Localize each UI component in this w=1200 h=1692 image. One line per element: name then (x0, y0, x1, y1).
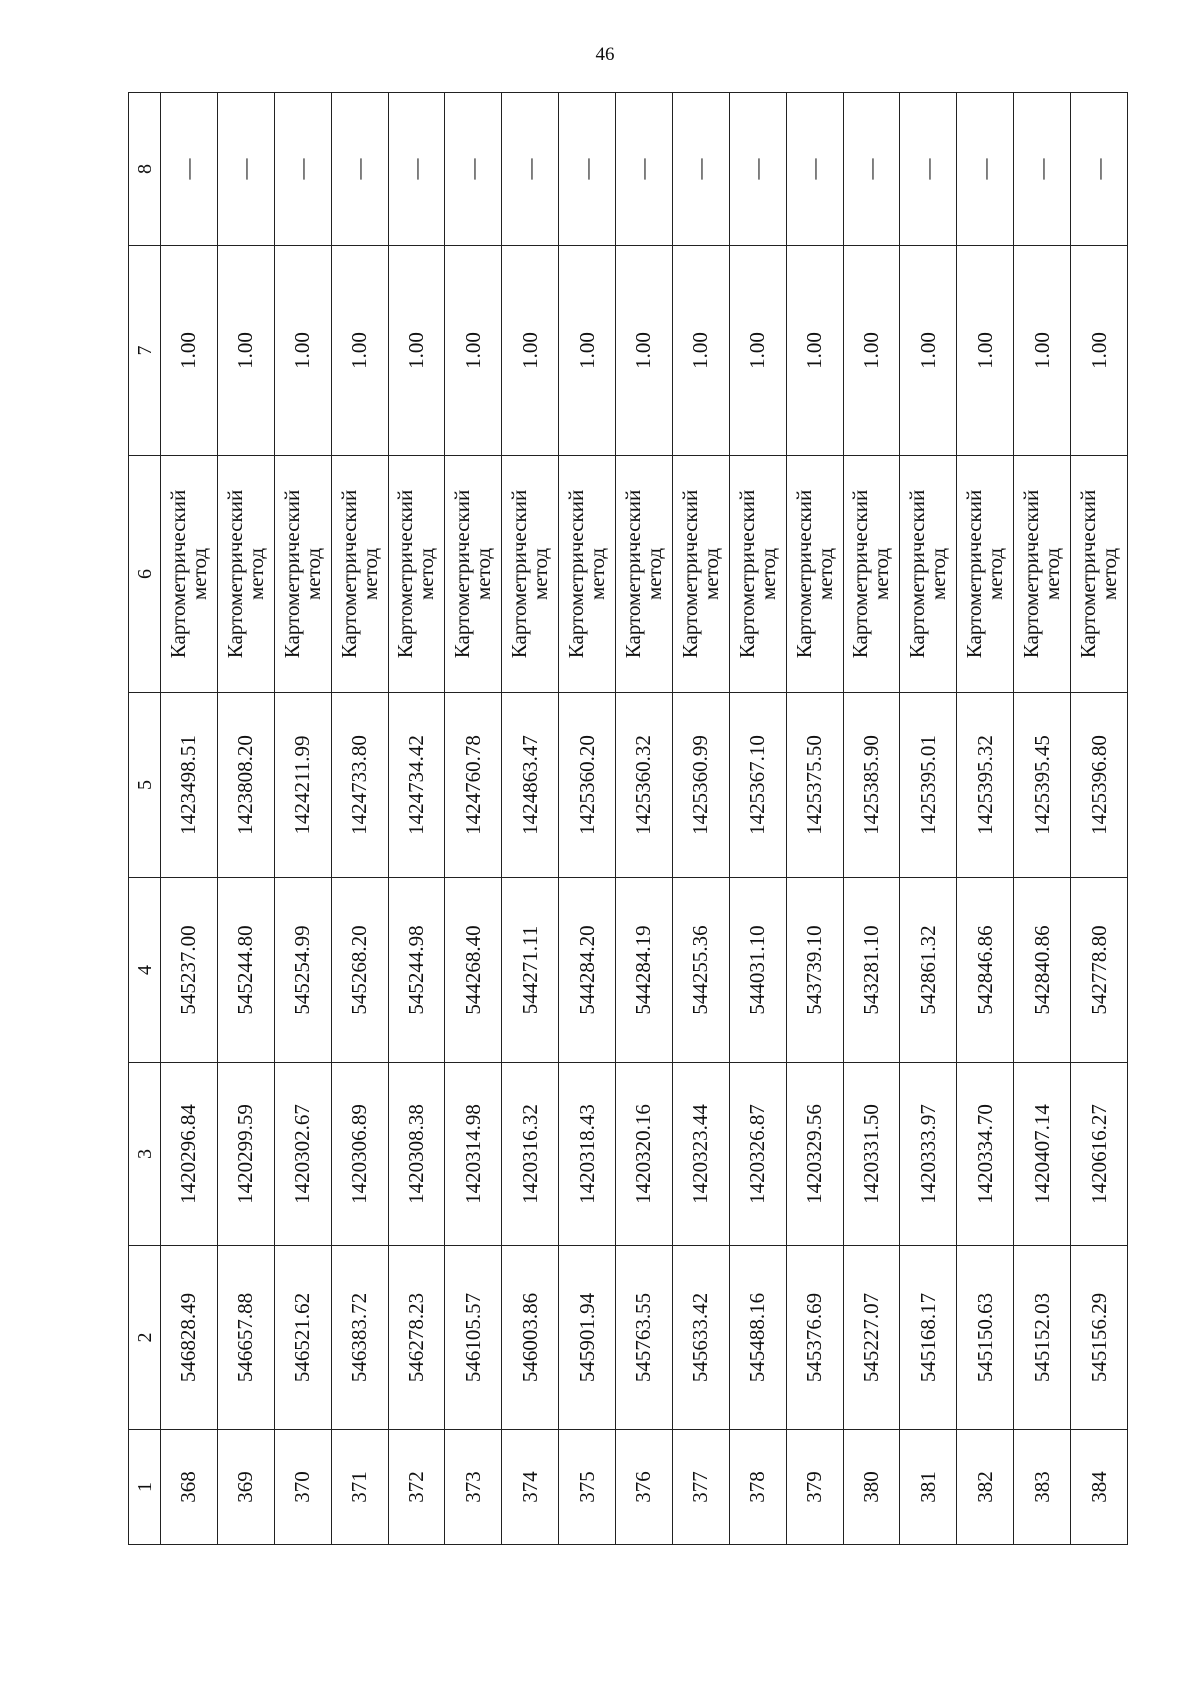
table-row (1071, 93, 1128, 1545)
accuracy-cell: 1.00 (331, 246, 388, 456)
y-coordinate-cell: 1425396.80 (1071, 693, 1128, 878)
method-label-line2: метод (983, 547, 1008, 601)
y-coordinate-cell: 1425395.01 (900, 693, 957, 878)
header-cell: 5 (129, 693, 161, 878)
x-coordinate-cell: 544268.40 (445, 878, 502, 1063)
y-coordinate-cell: 1420329.56 (786, 1063, 843, 1246)
x-coordinate-cell: 546105.57 (445, 1246, 502, 1430)
table-row (1014, 93, 1071, 1545)
point-number-cell: 383 (1014, 1430, 1071, 1545)
note-cell: — (445, 93, 502, 246)
accuracy-cell: 1.00 (161, 246, 218, 456)
x-coordinate-cell: 545254.99 (274, 878, 331, 1063)
x-coordinate-cell: 545633.42 (672, 1246, 729, 1430)
method-label-line1: Картометрический (279, 489, 304, 659)
method-cell (559, 456, 616, 693)
point-number-cell: 374 (502, 1430, 559, 1545)
note-cell: — (672, 93, 729, 246)
method-label-line2: метод (1097, 547, 1121, 601)
method-label-line1: Картометрический (1076, 489, 1100, 659)
point-number-cell: 380 (843, 1430, 900, 1545)
method-cell (331, 456, 388, 693)
table-body (161, 93, 1128, 1545)
x-coordinate-cell: 544255.36 (672, 878, 729, 1063)
accuracy-cell: 1.00 (559, 246, 616, 456)
accuracy-cell: 1.00 (502, 246, 559, 456)
y-coordinate-cell: 1420407.14 (1014, 1063, 1071, 1246)
method-label-line1: Картометрический (962, 489, 987, 659)
x-coordinate-cell: 545150.63 (957, 1246, 1014, 1430)
y-coordinate-cell: 1420334.70 (957, 1063, 1014, 1246)
method-cell (502, 456, 559, 693)
note-cell: — (786, 93, 843, 246)
method-label-line1: Картометрический (393, 489, 418, 659)
header-cell: 1 (129, 1430, 161, 1545)
method-label-line1: Картометрический (450, 489, 475, 659)
table-row (274, 93, 331, 1545)
y-coordinate-cell: 1420616.27 (1071, 1063, 1128, 1246)
method-label-line2: метод (812, 547, 837, 601)
y-coordinate-cell: 1420316.32 (502, 1063, 559, 1246)
y-coordinate-cell: 1425367.10 (729, 693, 786, 878)
method-label-line2: метод (585, 547, 610, 601)
x-coordinate-cell: 542846.86 (957, 878, 1014, 1063)
x-coordinate-cell: 545156.29 (1071, 1246, 1128, 1430)
table-row (786, 93, 843, 1545)
y-coordinate-cell: 1424733.80 (331, 693, 388, 878)
table-row (616, 93, 673, 1545)
y-coordinate-cell: 1425385.90 (843, 693, 900, 878)
table-row (672, 93, 729, 1545)
x-coordinate-cell: 546383.72 (331, 1246, 388, 1430)
y-coordinate-cell: 1420296.84 (161, 1063, 218, 1246)
header-cell: 6 (129, 456, 161, 693)
y-coordinate-cell: 1420302.67 (274, 1063, 331, 1246)
x-coordinate-cell: 545227.07 (843, 1246, 900, 1430)
point-number-cell: 373 (445, 1430, 502, 1545)
x-coordinate-cell: 542778.80 (1071, 878, 1128, 1063)
method-cell (672, 456, 729, 693)
page-number: 46 (595, 44, 615, 65)
method-cell (161, 456, 218, 693)
accuracy-cell: 1.00 (1014, 246, 1071, 456)
method-label-line1: Картометрический (848, 489, 873, 659)
note-cell: — (729, 93, 786, 246)
table-row (388, 93, 445, 1545)
note-cell: — (559, 93, 616, 246)
method-label-line2: метод (926, 547, 951, 601)
table-row (502, 93, 559, 1545)
coordinates-table (128, 92, 1128, 1545)
y-coordinate-cell: 1424211.99 (274, 693, 331, 878)
note-cell: — (843, 93, 900, 246)
accuracy-cell: 1.00 (843, 246, 900, 456)
x-coordinate-cell: 545152.03 (1014, 1246, 1071, 1430)
method-cell (786, 456, 843, 693)
table-row (729, 93, 786, 1545)
method-label-line1: Картометрический (222, 489, 247, 659)
point-number-cell: 375 (559, 1430, 616, 1545)
x-coordinate-cell: 542840.86 (1014, 878, 1071, 1063)
y-coordinate-cell: 1420333.97 (900, 1063, 957, 1246)
header-cell: 2 (129, 1246, 161, 1430)
table-row (843, 93, 900, 1545)
y-coordinate-cell: 1420323.44 (672, 1063, 729, 1246)
header-cell: 3 (129, 1063, 161, 1246)
method-label-line1: Картометрический (734, 489, 759, 659)
point-number-cell: 376 (616, 1430, 673, 1545)
x-coordinate-cell: 545237.00 (161, 878, 218, 1063)
x-coordinate-cell: 546521.62 (274, 1246, 331, 1430)
point-number-cell: 381 (900, 1430, 957, 1545)
x-coordinate-cell: 546003.86 (502, 1246, 559, 1430)
method-cell (843, 456, 900, 693)
method-label-line2: метод (528, 547, 553, 601)
x-coordinate-cell: 546278.23 (388, 1246, 445, 1430)
method-label-line2: метод (1040, 547, 1065, 601)
x-coordinate-cell: 544284.19 (616, 878, 673, 1063)
point-number-cell: 384 (1071, 1430, 1128, 1545)
method-label-line1: Картометрический (1019, 489, 1044, 659)
x-coordinate-cell: 545488.16 (729, 1246, 786, 1430)
rotated-table-wrapper (128, 93, 1128, 1545)
accuracy-cell: 1.00 (729, 246, 786, 456)
method-label-line2: метод (243, 547, 268, 601)
table-row (957, 93, 1014, 1545)
note-cell: — (388, 93, 445, 246)
x-coordinate-cell: 545268.20 (331, 878, 388, 1063)
y-coordinate-cell: 1420308.38 (388, 1063, 445, 1246)
y-coordinate-cell: 1425360.99 (672, 693, 729, 878)
x-coordinate-cell: 546657.88 (217, 1246, 274, 1430)
x-coordinate-cell: 545901.94 (559, 1246, 616, 1430)
y-coordinate-cell: 1424734.42 (388, 693, 445, 878)
y-coordinate-cell: 1424863.47 (502, 693, 559, 878)
note-cell: — (900, 93, 957, 246)
method-label-line1: Картометрический (677, 489, 702, 659)
table-row (331, 93, 388, 1545)
accuracy-cell: 1.00 (616, 246, 673, 456)
note-cell: — (502, 93, 559, 246)
y-coordinate-cell: 1420320.16 (616, 1063, 673, 1246)
x-coordinate-cell: 544284.20 (559, 878, 616, 1063)
x-coordinate-cell: 545244.98 (388, 878, 445, 1063)
method-label-line2: метод (471, 547, 496, 601)
x-coordinate-cell: 544271.11 (502, 878, 559, 1063)
header-cell: 8 (129, 93, 161, 246)
y-coordinate-cell: 1420299.59 (217, 1063, 274, 1246)
point-number-cell: 382 (957, 1430, 1014, 1545)
method-cell (388, 456, 445, 693)
note-cell: — (1014, 93, 1071, 246)
point-number-cell: 379 (786, 1430, 843, 1545)
note-cell: — (331, 93, 388, 246)
method-label-line2: метод (869, 547, 894, 601)
point-number-cell: 368 (161, 1430, 218, 1545)
y-coordinate-cell: 1420331.50 (843, 1063, 900, 1246)
point-number-cell: 369 (217, 1430, 274, 1545)
method-cell (1071, 456, 1128, 693)
accuracy-cell: 1.00 (445, 246, 502, 456)
y-coordinate-cell: 1425360.32 (616, 693, 673, 878)
method-cell (217, 456, 274, 693)
method-cell (1014, 456, 1071, 693)
method-label-line1: Картометрический (165, 489, 190, 659)
table-row (900, 93, 957, 1545)
accuracy-cell: 1.00 (786, 246, 843, 456)
method-cell (274, 456, 331, 693)
header-cell: 7 (129, 246, 161, 456)
method-label-line1: Картометрический (336, 489, 361, 659)
table-row (217, 93, 274, 1545)
note-cell: — (217, 93, 274, 246)
point-number-cell: 377 (672, 1430, 729, 1545)
y-coordinate-cell: 1423808.20 (217, 693, 274, 878)
method-label-line2: метод (357, 547, 382, 601)
point-number-cell: 370 (274, 1430, 331, 1545)
x-coordinate-cell: 545763.55 (616, 1246, 673, 1430)
method-label-line2: метод (414, 547, 439, 601)
x-coordinate-cell: 542861.32 (900, 878, 957, 1063)
x-coordinate-cell: 543281.10 (843, 878, 900, 1063)
method-cell (445, 456, 502, 693)
accuracy-cell: 1.00 (900, 246, 957, 456)
method-cell (900, 456, 957, 693)
y-coordinate-cell: 1425395.32 (957, 693, 1014, 878)
header-cell: 4 (129, 878, 161, 1063)
method-label-line1: Картометрический (791, 489, 816, 659)
note-cell: — (957, 93, 1014, 246)
method-label-line1: Картометрический (564, 489, 589, 659)
table-header-row (129, 93, 161, 1545)
accuracy-cell: 1.00 (957, 246, 1014, 456)
x-coordinate-cell: 545376.69 (786, 1246, 843, 1430)
y-coordinate-cell: 1420306.89 (331, 1063, 388, 1246)
note-cell: — (161, 93, 218, 246)
accuracy-cell: 1.00 (217, 246, 274, 456)
method-label-line1: Картометрический (507, 489, 532, 659)
table-row (161, 93, 218, 1545)
x-coordinate-cell: 544031.10 (729, 878, 786, 1063)
y-coordinate-cell: 1420326.87 (729, 1063, 786, 1246)
table-row (559, 93, 616, 1545)
accuracy-cell: 1.00 (1071, 246, 1128, 456)
method-label-line2: метод (186, 547, 211, 601)
method-label-line1: Картометрический (905, 489, 930, 659)
method-label-line2: метод (300, 547, 325, 601)
y-coordinate-cell: 1425360.20 (559, 693, 616, 878)
method-cell (729, 456, 786, 693)
y-coordinate-cell: 1425395.45 (1014, 693, 1071, 878)
method-label-line1: Картометрический (620, 489, 645, 659)
note-cell: — (1071, 93, 1128, 246)
y-coordinate-cell: 1420318.43 (559, 1063, 616, 1246)
x-coordinate-cell: 543739.10 (786, 878, 843, 1063)
x-coordinate-cell: 545168.17 (900, 1246, 957, 1430)
accuracy-cell: 1.00 (388, 246, 445, 456)
note-cell: — (616, 93, 673, 246)
point-number-cell: 372 (388, 1430, 445, 1545)
accuracy-cell: 1.00 (672, 246, 729, 456)
y-coordinate-cell: 1424760.78 (445, 693, 502, 878)
method-label-line2: метод (755, 547, 780, 601)
y-coordinate-cell: 1423498.51 (161, 693, 218, 878)
method-label-line2: метод (698, 547, 723, 601)
method-cell (957, 456, 1014, 693)
x-coordinate-cell: 546828.49 (161, 1246, 218, 1430)
method-label-line2: метод (641, 547, 666, 601)
point-number-cell: 378 (729, 1430, 786, 1545)
y-coordinate-cell: 1420314.98 (445, 1063, 502, 1246)
accuracy-cell: 1.00 (274, 246, 331, 456)
y-coordinate-cell: 1425375.50 (786, 693, 843, 878)
method-cell (616, 456, 673, 693)
table-row (445, 93, 502, 1545)
point-number-cell: 371 (331, 1430, 388, 1545)
note-cell: — (274, 93, 331, 246)
x-coordinate-cell: 545244.80 (217, 878, 274, 1063)
